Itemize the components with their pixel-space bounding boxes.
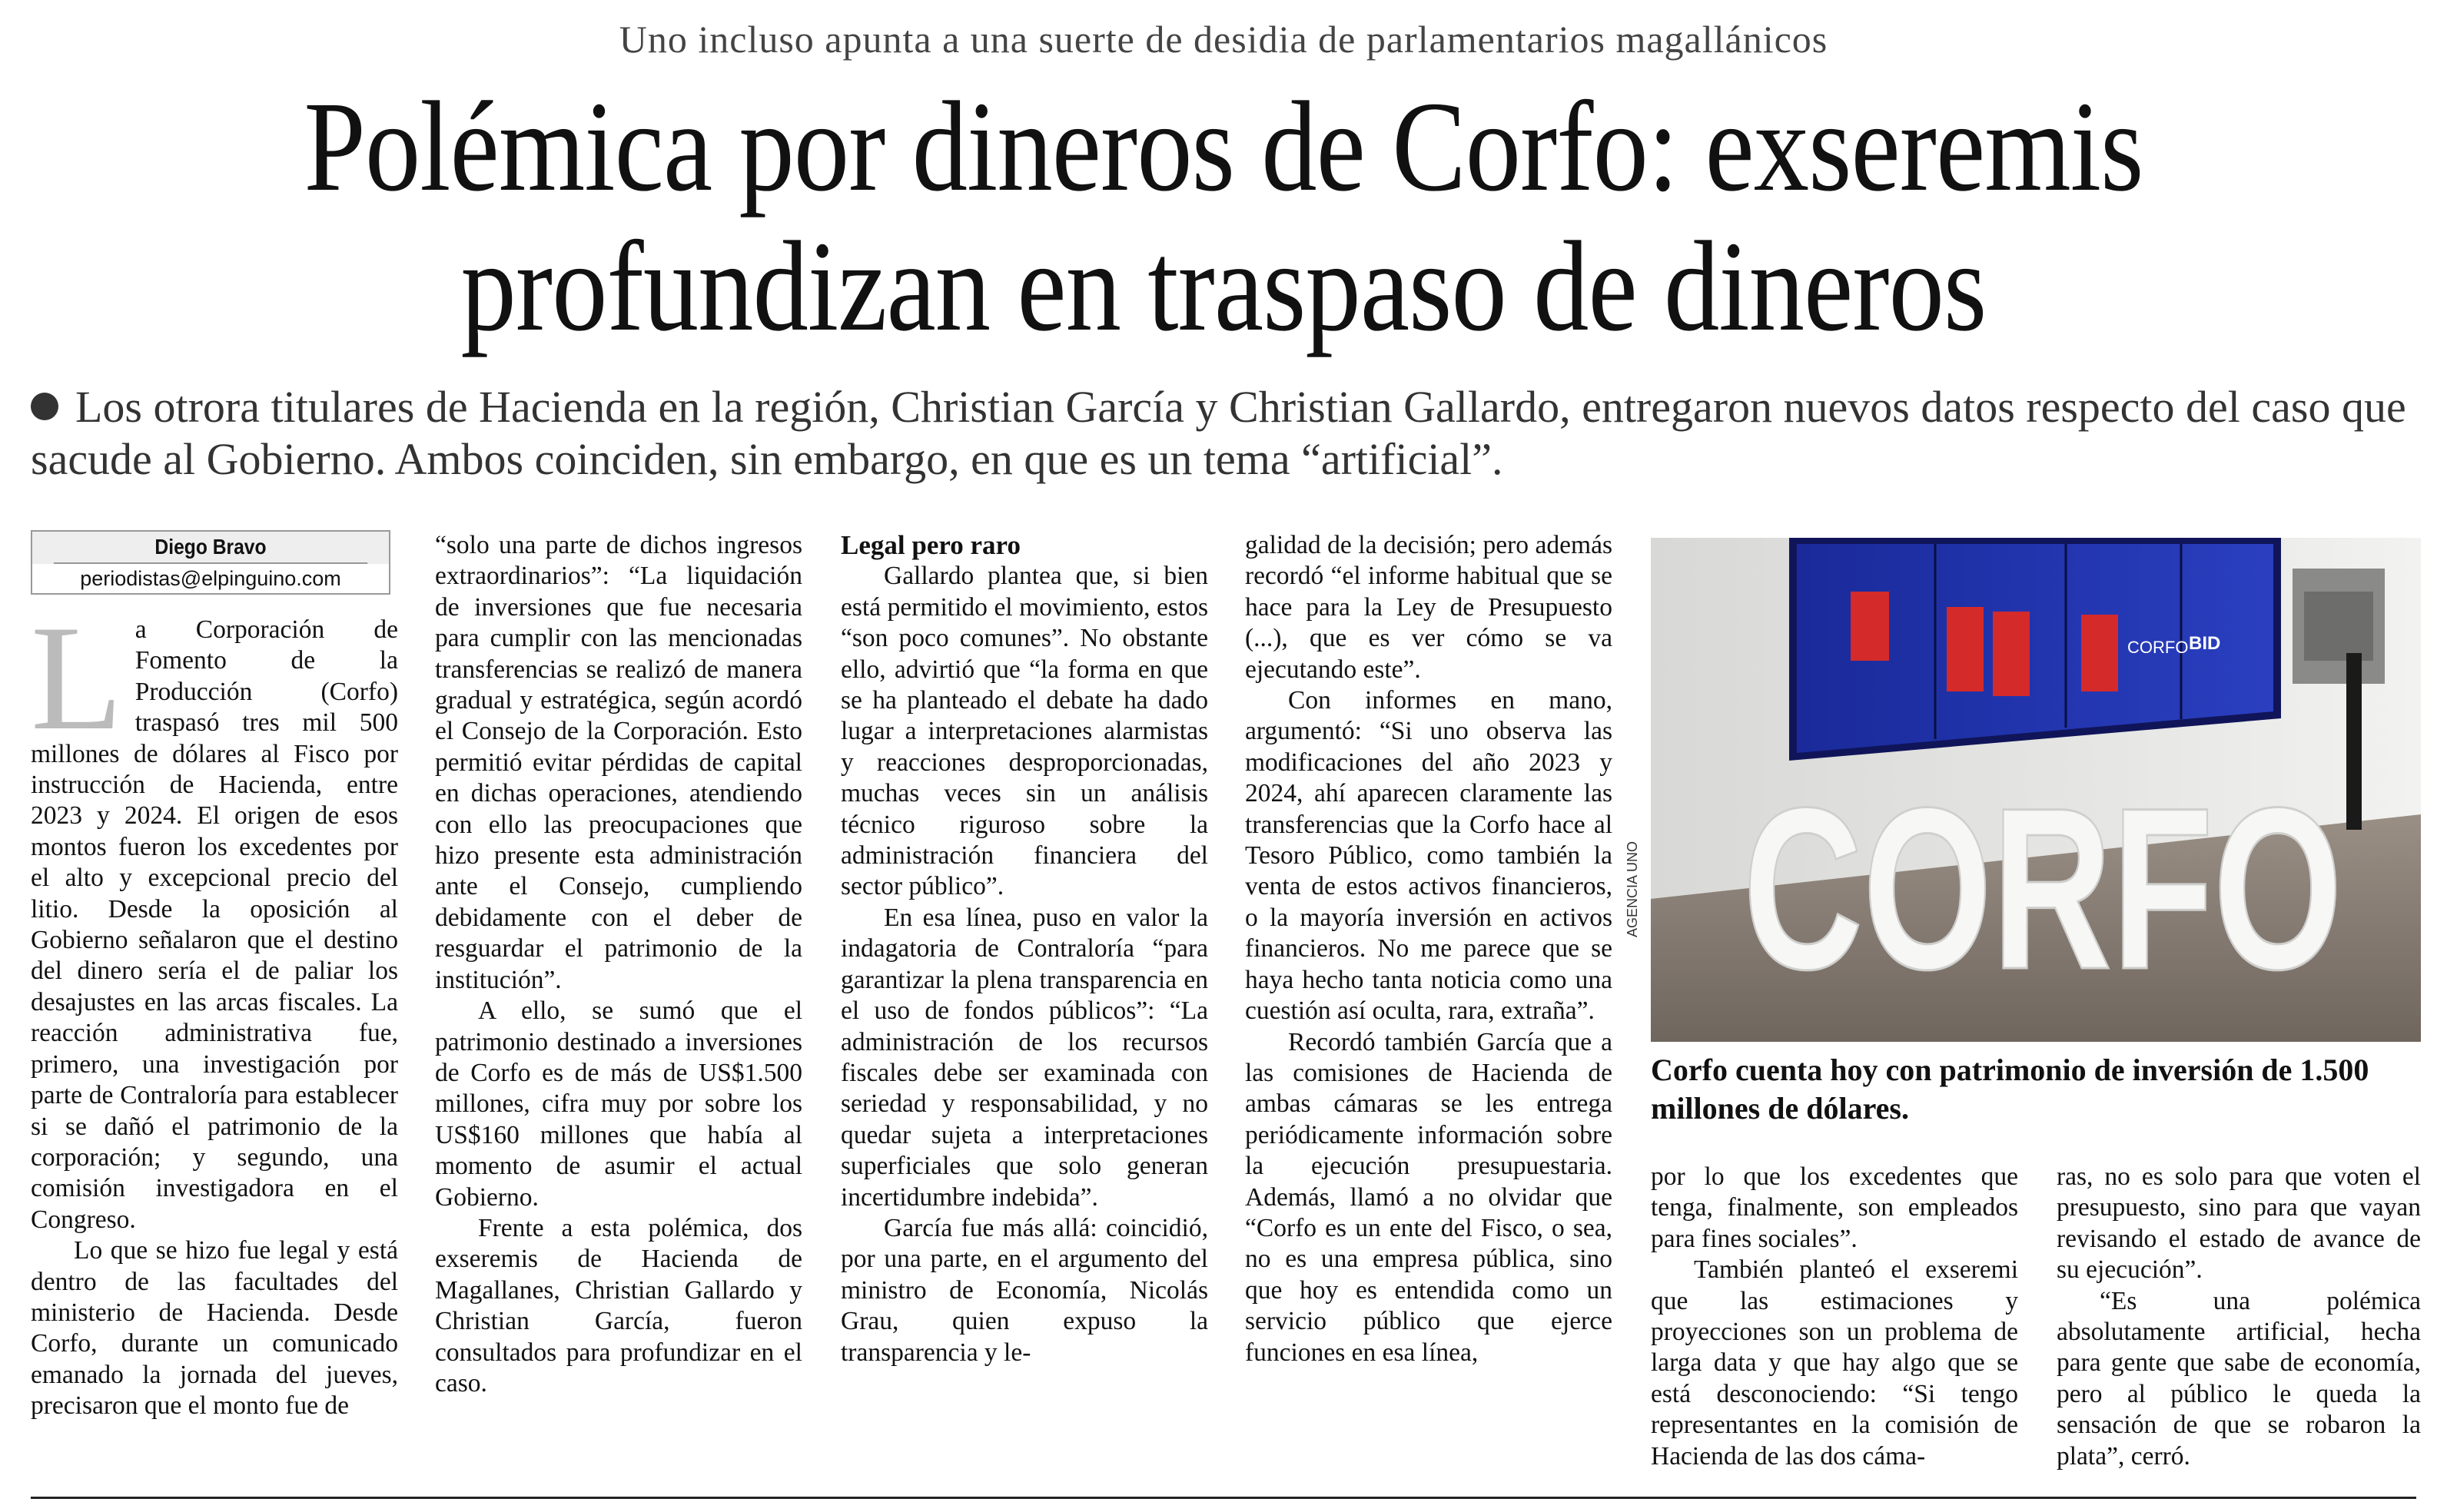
paragraph: Recordó también García que a las comisiones de Hacienda de ambas cámaras se les entrega periódicamente información sobre la ejecución presupuestaria. Además, llamó a no olvidar que “Corfo es un ente del Fisco, o sea, no es una empresa pública, sino que hoy es entendida como un servicio público que ejerce funciones en esa línea,: [1245, 1027, 1612, 1367]
screen-label-bid: BID: [2189, 633, 2221, 654]
paragraph: ras, no es solo para que voten el presupuesto, sino para que vayan revisando el estado de avance de su ejecución”.: [2057, 1162, 2421, 1285]
bullet-icon: [31, 393, 58, 420]
paragraph: Gallardo plantea que, si bien está permitido el movimiento, estos “son poco comunes”. No obstante ello, advirtió que “la forma en que se ha planteado el debate ha dado lugar a interpretaciones alarmistas y reacciones desproporcionadas, muchas veces sin un análisis técnico riguroso sobre la administración financiera del sector público”.: [841, 562, 1208, 901]
photo-caption: Corfo cuenta hoy con patrimonio de inversión de 1.500 millones de dólares.: [1651, 1053, 2369, 1126]
author-name: Diego Bravo: [54, 532, 367, 564]
subheading: Legal pero raro: [841, 530, 1021, 560]
photo-credit: AGENCIA UNO: [1625, 841, 1640, 937]
paragraph: Con informes en mano, argumentó: “Si uno observa las modificaciones del año 2023 y 2024, ahí aparecen claramente las transferencias que la Corfo hace al Tesoro Público, como también la venta de estos activos financieros, o la mayoría inversión en activos financieros. No me parece que se haya hecho tanta noticia como una cuestión así oculta, rara, extraña”.: [1245, 686, 1612, 1026]
paragraph: También planteó el exseremi que las estimaciones y proyecciones son un problema de larga data y que hay algo que se está desconociendo: “Si tengo representantes en la comisión de Hacienda de las dos cáma-: [1651, 1255, 2018, 1471]
article-headline: [198, 77, 2249, 356]
body-column-3: [841, 530, 1208, 1368]
body-column-5: [1651, 1162, 2018, 1472]
headline-line-2: profundizan en traspaso de dineros: [460, 215, 1987, 358]
byline-box: [31, 530, 390, 595]
paragraph: García fue más allá: coincidió, por una parte, en el argumento del ministro de Economía, Nicolás Grau, quien expuso la transparencia y le-: [841, 1213, 1208, 1367]
paragraph: A ello, se sumó que el patrimonio destinado a inversiones de Corfo es de más de US$1.500 millones, cifra muy por sobre los US$160 millones que había al momento de asumir el actual Gobierno.: [435, 996, 802, 1212]
paragraph: En esa línea, puso en valor la indagatoria de Contraloría “para garantizar la plena transparencia en el uso de fondos públicos”: “La administración de los recursos fiscales debe ser examinada con seriedad y responsabilidad, y no quedar sujeta a interpretaciones superficiales que solo generan incertidumbre indebida”.: [841, 903, 1208, 1212]
body-column-1: [31, 530, 398, 1422]
body-column-2: [435, 530, 802, 1399]
author-email: periodistas@elpinguino.com: [32, 564, 389, 593]
paragraph: por lo que los excedentes que tenga, finalmente, son empleados para fines sociales”.: [1651, 1162, 2018, 1253]
lead-text: Los otrora titulares de Hacienda en la región, Christian García y Christian Gallardo, entregaron nuevos datos respecto del caso que sacude al Gobierno. Ambos coinciden, sin embargo, en que es un tema “artificial”.: [31, 382, 2406, 484]
article-kicker: Uno incluso apunta a una suerte de desidia de parlamentarios magallánicos: [619, 18, 1828, 61]
paragraph: “Es una polémica absolutamente artificial, hecha para gente que sabe de economía, pero al público le queda la sensación de que se robaron la plata”, cerró.: [2057, 1286, 2421, 1471]
headline-line-1: Polémica por dineros de Corfo: exseremis: [304, 75, 2143, 218]
photo-illustration: [1651, 538, 2421, 1042]
bottom-rule: [31, 1497, 2416, 1499]
body-column-6: [2057, 1162, 2421, 1472]
paragraph: “solo una parte de dichos ingresos extraordinarios”: “La liquidación de inversiones que fue necesaria para cumplir con las mencionadas transferencias se realizó de manera gradual y estratégica, según acordó el Consejo de la Corporación. Esto permitió evitar pérdidas de capital en dichas operaciones, atendiendo con ello las preocupaciones que hizo presente esta administración ante el Consejo, cumpliendo debidamente con el deber de resguardar el patrimonio de la institución”.: [435, 531, 802, 994]
body-column-4: [1245, 530, 1612, 1368]
paragraph: Frente a esta polémica, dos exseremis de Hacienda de Magallanes, Christian Gallardo y Christian García, fueron consultados para profundizar en el caso.: [435, 1213, 802, 1398]
corfo-sign-letters: CORFO: [1743, 759, 2342, 1017]
drop-cap: L: [31, 595, 123, 761]
article-lead: [31, 381, 2416, 486]
paragraph: La Corporación de Fomento de la Producción (Corfo) traspasó tres mil 500 millones de dólares al Fisco por instrucción de Hacienda, entre 2023 y 2024. El origen de esos montos fueron los excedentes por el alto y excepcional precio del litio. Desde la oposición al Gobierno señalaron que el destino del dinero sería el de paliar los desajustes en las arcas fiscales. La reacción administrativa fue, primero, una investigación por parte de Contraloría para establecer si se dañó el patrimonio de la corporación; y segundo, una comisión investigadora en el Congreso.: [31, 595, 398, 1234]
screen-label-corfo: CORFO: [2127, 638, 2189, 657]
paragraph: galidad de la decisión; pero además recordó “el informe habitual que se hace para la Ley de Presupuesto (...), que es ver cómo se va ejecutando este”.: [1245, 531, 1612, 684]
article-photo: [1651, 538, 2421, 1042]
paragraph: Lo que se hizo fue legal y está dentro de las facultades del ministerio de Hacienda. Desde Corfo, durante un comunicado emanado la jornada del jueves, precisaron que el monto fue de: [31, 1236, 398, 1421]
